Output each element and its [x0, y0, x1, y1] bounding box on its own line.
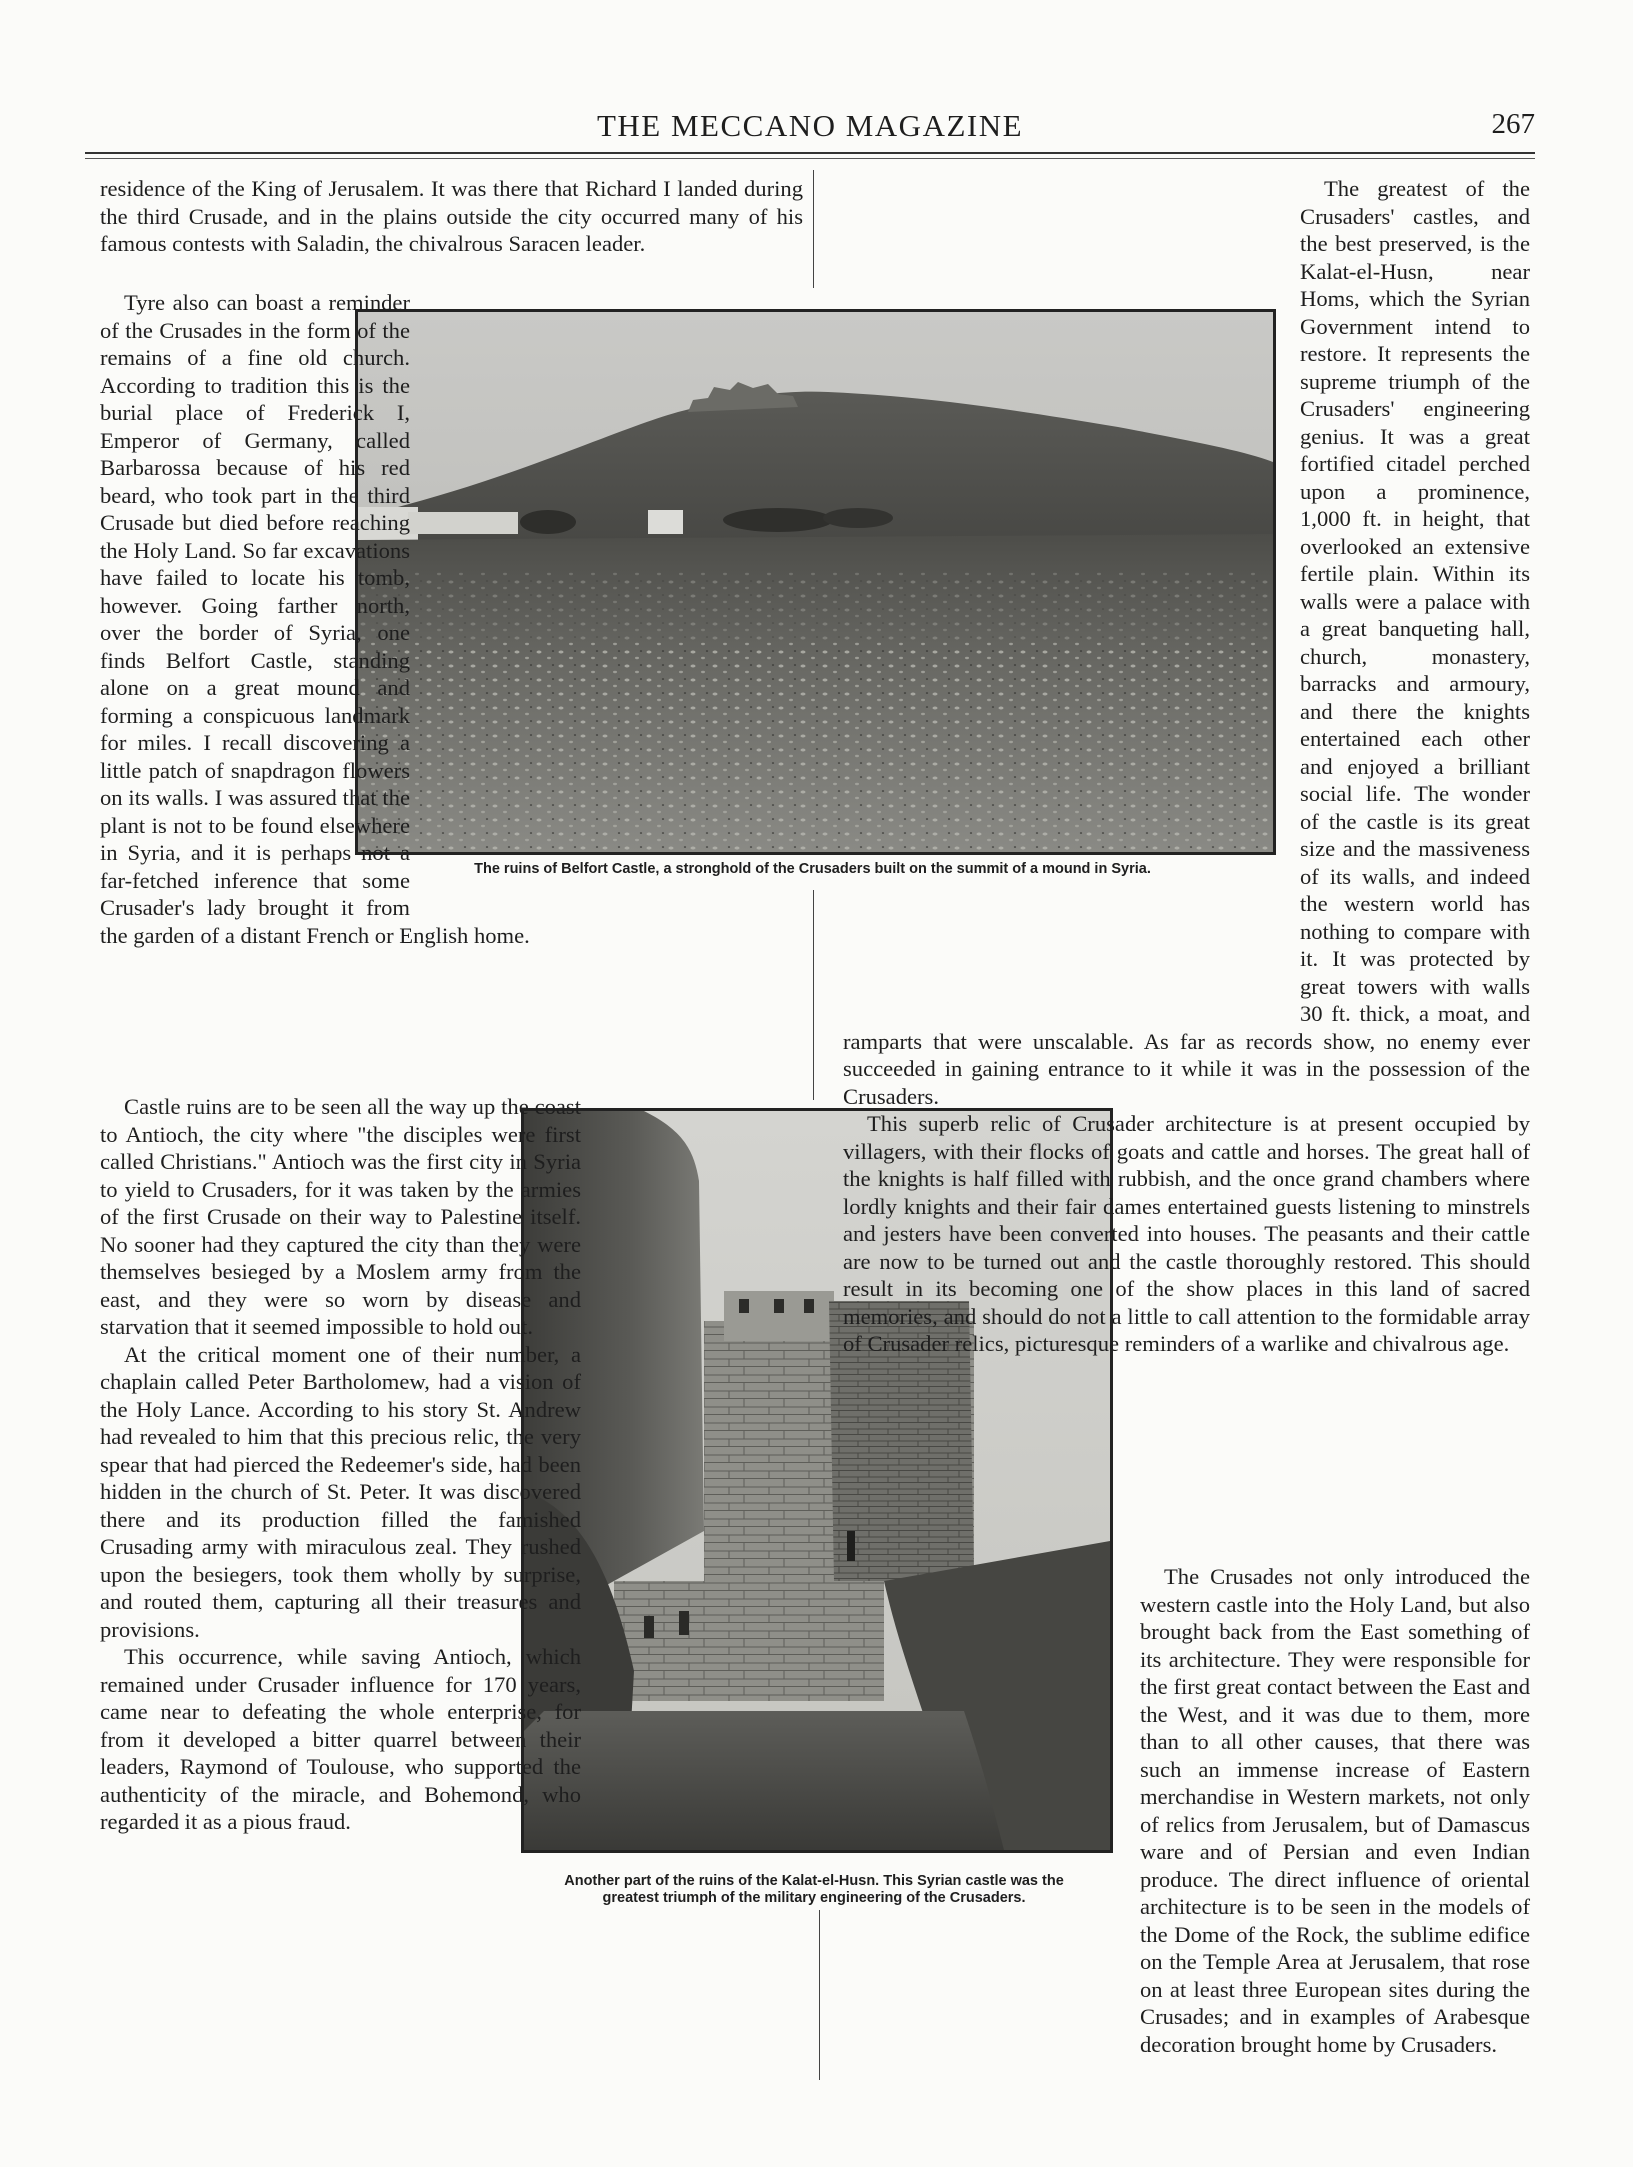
figure-2-caption-line-1: Another part of the ruins of the Kalat-el-Husn. This Syrian castle was the — [564, 1873, 1064, 1889]
article-paragraph-6-wrap — [843, 175, 1530, 1358]
photo-1-text-exclusion — [410, 289, 803, 901]
paragraph-tyre-belfort: Tyre also can boast a reminder of the Crusades in the form of the remains of a fine old church. According to tradition this is the burial place of Frederick I, Emperor of Germany, called Barbarossa because of his red beard, who took part in the third Crusade but died before reaching the Holy Land. So far excavations have failed to locate his tomb, however. Going farther north, over the border of Syria, one finds Belfort Castle, standing alone on a great mound and forming a conspicuous landmark for miles. I recall discovering a little patch of snapdragon flowers on its walls. I was assured that the plant is not to be found elsewhere in Syria, and it is perhaps not a far-fetched inference that some Crusader's lady brought it from the garden of a distant French or English home. — [100, 290, 530, 948]
paragraph-kalat-el-husn: The greatest of the Crusaders' castles, and the best preserved, is the Kalat-el-Husn, near Homs, which the Syrian Government intend to restore. It represents the supreme triumph of the Crusaders' engineering genius. It was a great fortified citadel perched upon a prominence, 1,000 ft. in height, that overlooked an extensive fertile plain. Within its walls were a palace with a great banqueting hall, church, monastery, barracks and armoury, and there the knights entertained each other and enjoyed a brilliant social life. The wonder of the castle is its great size and the massiveness of its walls, and indeed the western world has nothing to compare with it. It was protected by great towers with walls 30 ft. thick, a moat, and ramparts that were unscalable. As far as records show, no enemy ever succeeded in gaining entrance to it while it was in the possession of the Crusaders. — [843, 176, 1530, 1109]
page-number: 267 — [1491, 108, 1535, 140]
column-divider-bottom — [819, 1910, 820, 2080]
paragraph-holy-lance: At the critical moment one of their number, a chaplain called Peter Bartholomew, had a vision of the Holy Lance. According to his story St. Andrew had revealed to him that this precious relic, the very spear that had pierced the Redeemer's side, had been hidden in the church of St. Peter. It was discovered there and its production filled the famished Crusading army with miraculous zeal. They rushed upon the besiegers, took them wholly by surprise, and routed them, capturing all their treasures and provisions. — [100, 1341, 581, 1642]
paragraph-superb-relic: This superb relic of Crusader architecture is at present occupied by villagers, with their flocks of goats and cattle and horses. The great hall of the knights is half filled with rubbish, and the once grand chambers where lordly knights and their fair dames entertained guests listening to minstrels and jesters have been converted into houses. The peasants and their cattle are now to be turned out and the castle thoroughly restored. This should result in its becoming one of the show places in this land of sacred memories, and should do not a little to call attention to the formidable array of Crusader relics, picturesque reminders of a warlike and chivalrous age. — [843, 1111, 1530, 1356]
header-rule-thin — [85, 158, 1535, 159]
photo-2-text-exclusion-left — [581, 1093, 803, 1903]
figure-1-caption: The ruins of Belfort Castle, a stronghold of the Crusaders built on the summit of a mound in Syria. — [474, 861, 1151, 877]
photo-1-text-exclusion-right — [843, 283, 1300, 1008]
page-header — [85, 108, 1535, 152]
paragraph-richard-saladin: residence of the King of Jerusalem. It was there that Richard I landed during the third Crusade, and in the plains outside the city occurred many of his famous contests with Saladin, the chivalrous Saracen leader. — [100, 176, 803, 256]
figure-2-caption-line-2: greatest triumph of the military engineering of the Crusaders. — [602, 1890, 1026, 1906]
paragraph-antioch-quarrel: This occurrence, while saving Antioch, which remained under Crusader influence for 170 years, came near to defeating the whole enterprise, for from it developed a bitter quarrel between their leaders, Raymond of Toulouse, who supported the authenticity of the miracle, and Bohemond, who regarded it as a pious fraud. — [100, 1644, 581, 1834]
article-paragraphs-3-4-wrap — [100, 1093, 803, 1903]
column-divider-top — [813, 170, 814, 288]
article-paragraph-1 — [100, 175, 803, 258]
magazine-title: THE MECCANO MAGAZINE — [596, 108, 1024, 143]
paragraph-antioch: Castle ruins are to be seen all the way up the coast to Antioch, the city where "the disciples were first called Christians." Antioch was the first city in Syria to yield to Crusaders, for it was taken by the armies of the first Crusade on their way to Palestine itself. No sooner had they captured the city than they were themselves besieged by a Moslem army from the east, and they were so worn by disease and starvation that it seemed impossible to hold out. — [100, 1094, 581, 1339]
article-paragraph-2-wrap — [100, 289, 803, 949]
column-divider-middle — [813, 890, 814, 1100]
article-paragraph-8-wrap — [1140, 1563, 1530, 2058]
paragraph-crusades-influence: The Crusades not only introduced the western castle into the Holy Land, but also brought back from the East something of its architecture. They were responsible for the first great contact between the East and the West, and it was due to them, more than to all other causes, that there was such an immense increase of Eastern merchandise in Western markets, not only of relics from Jerusalem, but of Damascus ware and of Persian and even Indian produce. The direct influence of oriental architecture is to be seen in the models of the Dome of the Rock, the sublime edifice on the Temple Area at Jerusalem, that rose on at least three European sites during the Crusades; and in examples of Arabesque decoration brought home by Crusaders. — [1140, 1564, 1530, 2057]
header-rule — [85, 152, 1535, 154]
